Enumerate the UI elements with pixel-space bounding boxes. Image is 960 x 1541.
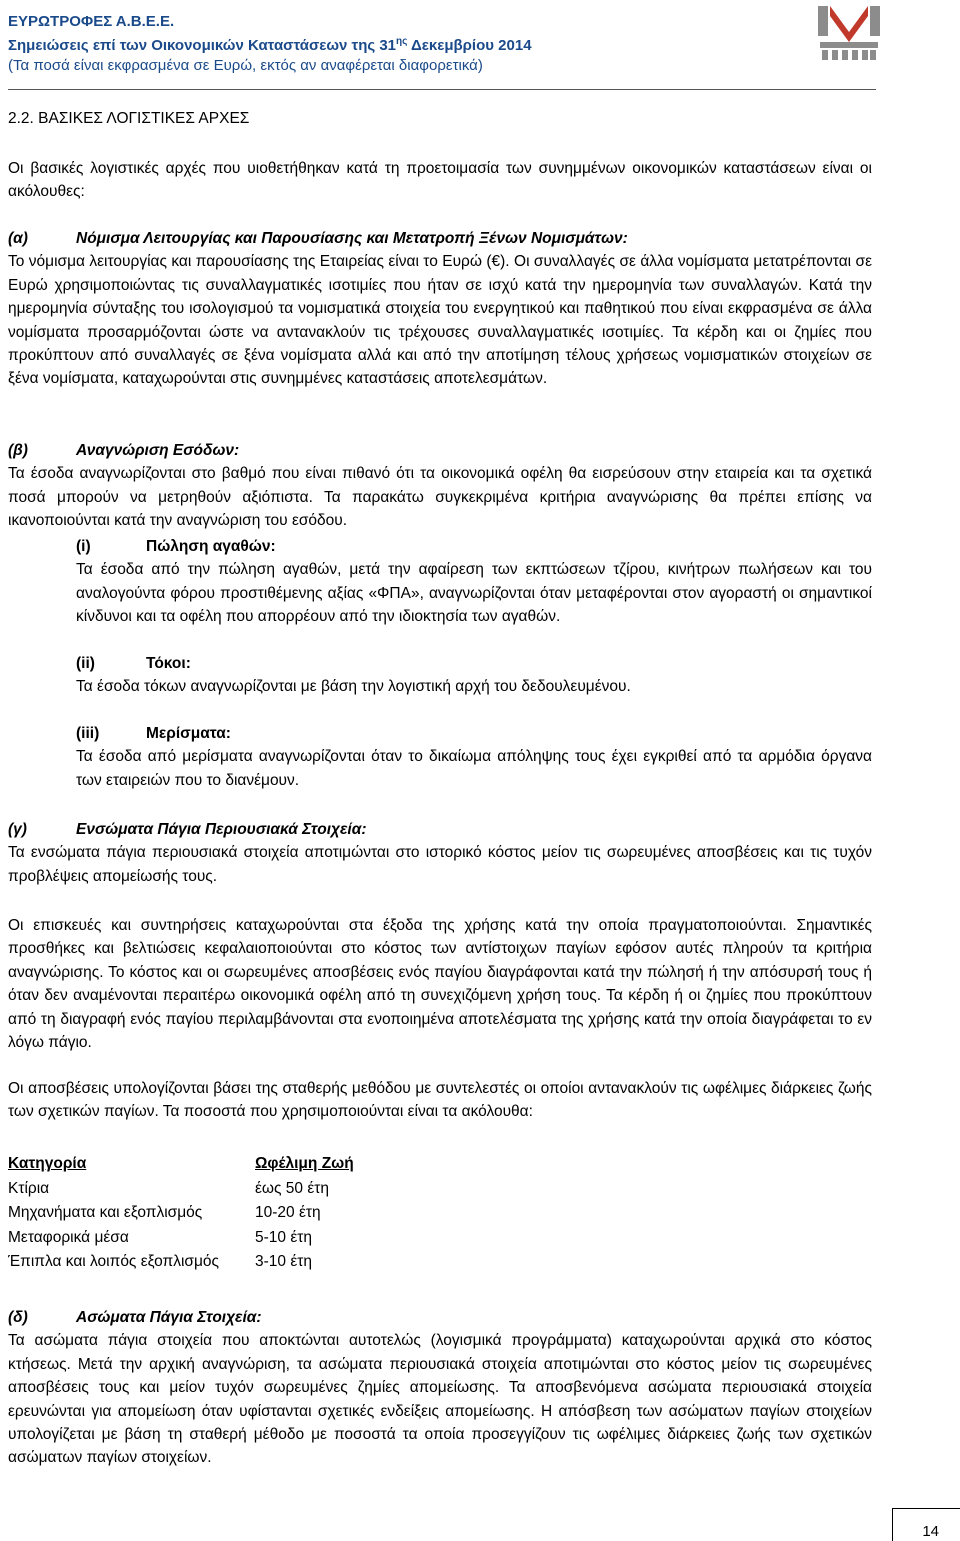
section-title: 2.2. ΒΑΣΙΚΕΣ ΛΟΓΙΣΤΙΚΕΣ ΑΡΧΕΣ: [8, 110, 250, 127]
table-cell-category: Μηχανήματα και εξοπλισμός: [8, 1204, 203, 1222]
section-c-paragraph-2: Οι επισκευές και συντηρήσεις καταχωρούνται στα έξοδα της χρήσης κατά την οποία πραγματοποιούνται. Σημαντικές προσθήκες και βελτιώσεις κεφαλαιοποιούνται στο κόστος των αντίστοιχων παγίων εφόσον αυτές πληρούν τα κριτήρια αναγνώρισης. Το κόστος και οι σωρευμένες αποσβέσεις ενός παγίου διαγράφονται κατά την πώλησή ή την απόσυρσή τους ή όταν δεν αναμένονται περαιτέρω οικονομικά οφέλη από τη συνεχιζόμενη χρήση τους. Τα κέρδη ή οι ζημίες που προκύπτουν από τη διαγραφή ενός παγίου περιλαμβάνονται στα ενοποιημένα αποτελέσματα της χρήσης κατά την οποία διαγράφεται το εν λόγω πάγιο.: [8, 917, 872, 1052]
section-c: [8, 818, 872, 888]
section-c-text: Τα ενσώματα πάγια περιουσιακά στοιχεία αποτιμώνται στο ιστορικό κόστος μείον τις σωρευμένες αποσβέσεις και τις τυχόν προβλέψεις απομείωσής τους.: [8, 844, 872, 885]
table-header-useful-life: Ωφέλιμη Ζωή: [255, 1155, 354, 1173]
section-b-label: (β): [8, 442, 28, 459]
subsection-ii-title: Τόκοι:: [146, 655, 191, 672]
subsection-iii: [76, 722, 872, 792]
page-number: 14: [922, 1523, 939, 1540]
section-a-label: (α): [8, 230, 28, 247]
table-cell-useful-life: 10-20 έτη: [255, 1204, 321, 1222]
section-a-heading: [8, 227, 872, 250]
section-d-title: Ασώματα Πάγια Στοιχεία:: [76, 1309, 262, 1326]
table-cell-useful-life: έως 50 έτη: [255, 1179, 329, 1197]
section-b: [8, 439, 872, 533]
section-d: [8, 1306, 872, 1470]
section-a-text: Το νόμισμα λειτουργίας και παρουσίασης της Εταιρείας είναι το Ευρώ (€). Οι συναλλαγές σε άλλα νομίσματα μετατρέπονται σε Ευρώ χρησιμοποιώντας τις συναλλαγματικές ισοτιμίες που ήταν σε ισχύ κατά την ημερομηνία των συναλλαγών. Κατά την ημερομηνία σύνταξης του ισολογισμού τα νομισματικά στοιχεία του ενεργητικού και παθητικού που είναι εκφρασμένα σε άλλα νομίσματα προσαρμόζονται ώστε να αντανακλούν τις τρέχουσες συναλλαγματικές ισοτιμίες. Τα κέρδη και οι ζημίες που προκύπτουν από συναλλαγές σε ξένα νομίσματα αλλά και από την αποτίμηση τέλους χρήσεως νομισματικών στοιχείων σε ξένα νομίσματα, καταχωρούνται στις συνημμένες καταστάσεις αποτελεσμάτων.: [8, 253, 872, 388]
section-a-title: Νόμισμα Λειτουργίας και Παρουσίασης και Μετατροπή Ξένων Νομισμάτων:: [76, 230, 628, 247]
page-number-box: [892, 1508, 960, 1541]
notes-title: [8, 32, 532, 56]
currency-note: (Τα ποσά είναι εκφρασμένα σε Ευρώ, εκτός αν αναφέρεται διαφορετικά): [8, 57, 483, 74]
section-b-heading: [8, 439, 872, 462]
section-c-paragraph-3: Οι αποσβέσεις υπολογίζονται βάσει της σταθερής μεθόδου με συντελεστές οι οποίοι αντανακλούν τις ωφέλιμες διάρκειες ζωής των σχετικών παγίων. Τα ποσοστά που χρησιμοποιούνται είναι τα ακόλουθα:: [8, 1080, 872, 1121]
intro-paragraph: Οι βασικές λογιστικές αρχές που υιοθετήθηκαν κατά τη προετοιμασία των συνημμένων οικονομικών καταστάσεων είναι οι ακόλουθες:: [8, 160, 872, 201]
notes-title-date: Δεκεμβρίου 2014: [407, 37, 532, 54]
section-a: [8, 227, 872, 391]
table-row: [8, 1250, 354, 1275]
page-header: [8, 12, 532, 76]
table-row: [8, 1201, 354, 1226]
section-d-text: Τα ασώματα πάγια στοιχεία που αποκτώνται αυτοτελώς (λογισμικά προγράμματα) καταχωρούνται αρχικά στο κόστος κτήσεως. Μετά την αρχική αναγνώριση, τα ασώματα περιουσιακά στοιχεία αποτιμώνται στο κόστος μείον τις σωρευμένες αποσβέσεις τους και μείον τυχόν σωρευμένες ζημίες απομείωσης. Τα αποσβενόμενα ασώματα περιουσιακά στοιχεία ερευνώνται για απομείωση όταν υφίστανται σχετικές ενδείξεις απομείωσης. Η απόσβεση των ασώματων παγίων στοιχείων υπολογίζεται με βάση τη σταθερή μέθοδο με ποσοστά τα οποία προσεγγίζουν τις ωφέλιμες διάρκειες ζωής των σχετικών ασώματων παγίων στοιχείων.: [8, 1332, 872, 1467]
table-row: [8, 1177, 354, 1202]
table-cell-category: Κτίρια: [8, 1179, 50, 1197]
subsection-i-text: Τα έσοδα από την πώληση αγαθών, μετά την αφαίρεση των εκπτώσεων τζίρου, κινήτρων πωλήσεων και του αναλογούντα φόρου προστιθέμενης αξίας «ΦΠΑ», αναγνωρίζονται όταν μεταφέρονται στον αγοραστή οι σημαντικοί κίνδυνοι και τα οφέλη που απορρέουν από την ιδιοκτησία των αγαθών.: [76, 561, 872, 626]
subsection-iii-label: (iii): [76, 725, 100, 742]
subsection-i-title: Πώληση αγαθών:: [146, 538, 276, 555]
table-cell-category: Έπιπλα και λοιπός εξοπλισμός: [8, 1253, 220, 1271]
subsection-iii-heading: [76, 722, 872, 745]
subsection-i-label: (i): [76, 538, 91, 555]
subsection-iii-title: Μερίσματα:: [146, 725, 231, 742]
subsection-iii-text: Τα έσοδα από μερίσματα αναγνωρίζονται όταν το δικαίωμα απόληψης τους έχει εγκριθεί από τα αρμόδια όργανα των εταιρειών που το διανέμουν.: [76, 748, 872, 789]
subsection-ii-heading: [76, 652, 872, 675]
table-header-row: [8, 1152, 354, 1177]
table-cell-useful-life: 3-10 έτη: [255, 1253, 312, 1271]
table-cell-category: Μεταφορικά μέσα: [8, 1228, 129, 1246]
subsection-ii: [76, 652, 872, 699]
table-row: [8, 1226, 354, 1251]
section-c-heading: [8, 818, 872, 841]
company-name: ΕΥΡΩΤΡΟΦΕΣ Α.Β.Ε.Ε.: [8, 13, 175, 30]
header-divider: [8, 89, 876, 90]
section-d-heading: [8, 1306, 872, 1329]
company-logo: [818, 6, 880, 60]
section-d-label: (δ): [8, 1309, 28, 1326]
subsection-i-heading: [76, 535, 872, 558]
subsection-i: [76, 535, 872, 629]
table-header-category: Κατηγορία: [8, 1155, 87, 1173]
notes-title-text: Σημειώσεις επί των Οικονομικών Καταστάσεων της 31: [8, 37, 397, 54]
section-c-title: Ενσώματα Πάγια Περιουσιακά Στοιχεία:: [76, 821, 367, 838]
section-c-label: (γ): [8, 821, 27, 838]
depreciation-table: [8, 1152, 354, 1275]
notes-title-sup: ης: [396, 36, 408, 47]
subsection-ii-text: Τα έσοδα τόκων αναγνωρίζονται με βάση την λογιστική αρχή του δεδουλευμένου.: [76, 678, 631, 696]
section-b-title: Αναγνώριση Εσόδων:: [76, 442, 240, 459]
subsection-ii-label: (ii): [76, 655, 95, 672]
table-cell-useful-life: 5-10 έτη: [255, 1228, 312, 1246]
section-b-text: Τα έσοδα αναγνωρίζονται στο βαθμό που είναι πιθανό ότι τα οικονομικά οφέλη θα εισρεύσουν στην εταιρεία και τα σχετικά ποσά μπορούν να μετρηθούν αξιόπιστα. Τα παρακάτω συγκεκριμένα κριτήρια αναγνώρισης θα πρέπει επίσης να ικανοποιούνται κατά την αναγνώριση του εσόδου.: [8, 465, 872, 530]
